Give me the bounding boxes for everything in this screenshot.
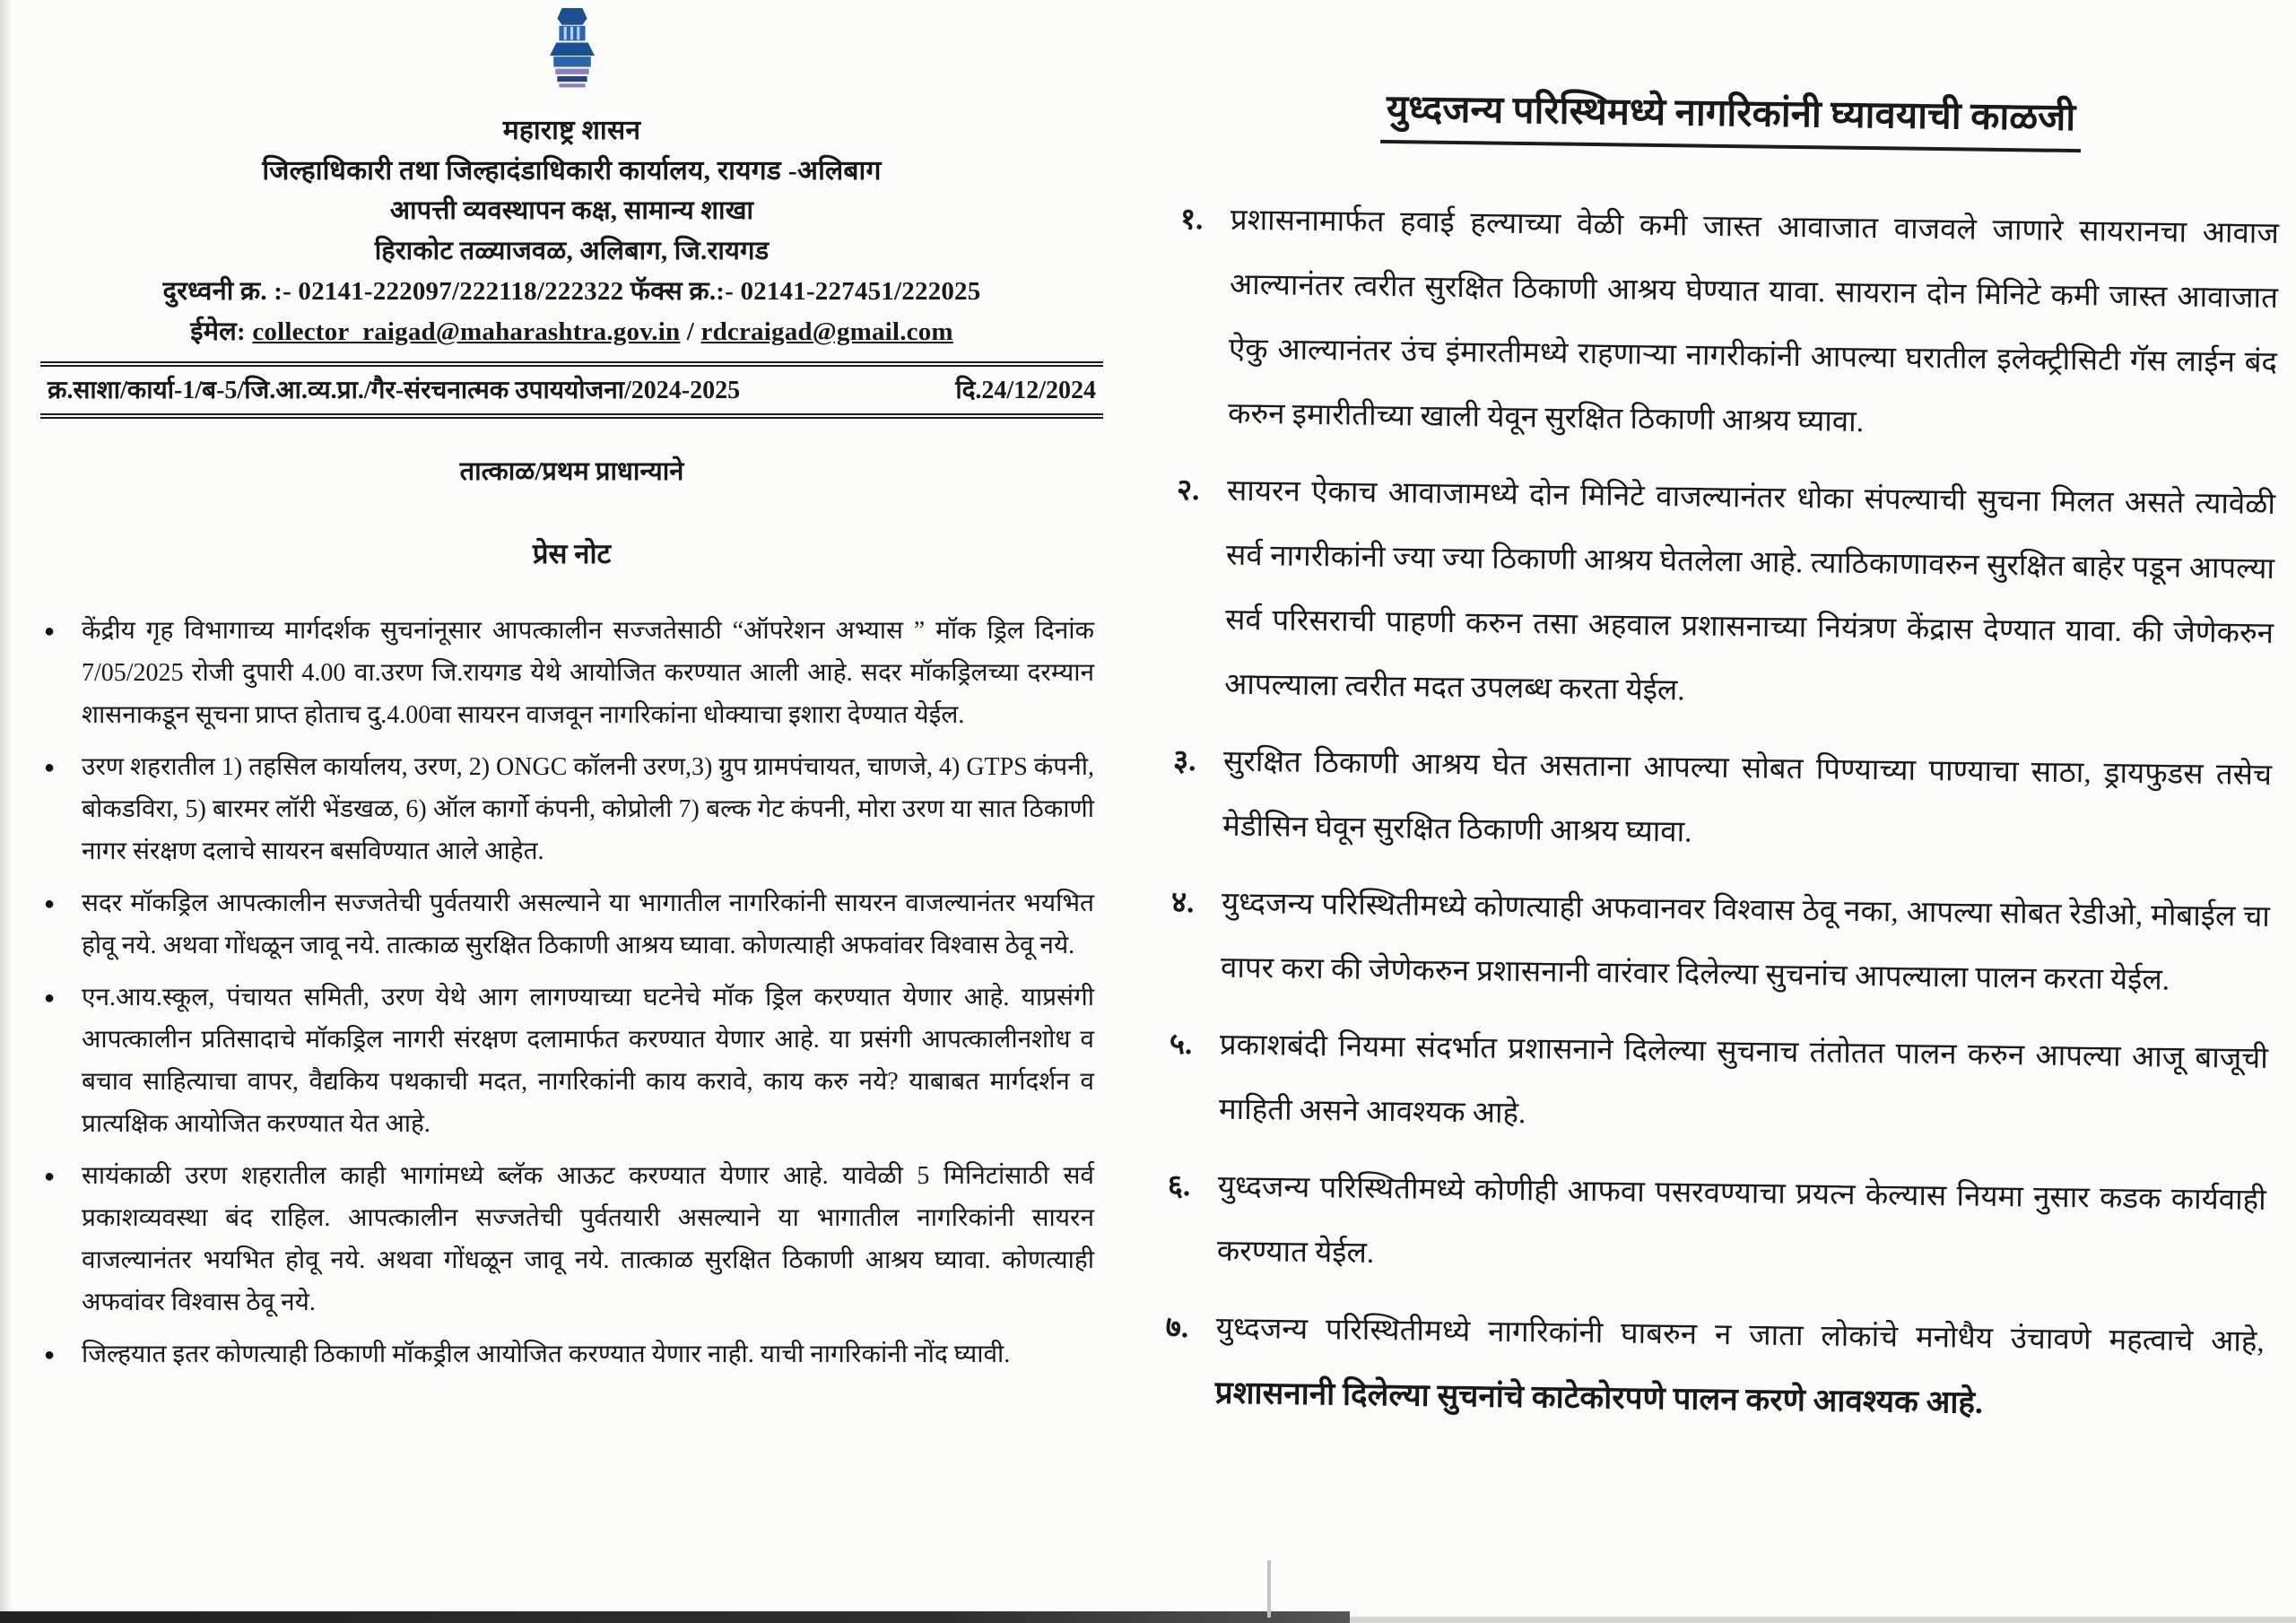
bullet-item: ● एन.आय.स्कूल, पंचायत समिती, उरण येथे आग लागण्याच्या घटनेचे मॉक ड्रिल करण्यात येणार आहे. याप्रसंगी आपत्कालीन प्रतिसादाचे मॉकड्रिल नागरी संरक्षण दलामार्फत करण्यात येणार आहे. या प्रसंगी आपत्कालीनशोध व बचाव साहित्याचा वापर, वैद्यकिय पथकाची मदत, नागरिकांनी काय करावे, काय करु नये? याबाबत मार्गदर्शन व प्रात्यक्षिक आयोजित करण्यात येत आहे. (82, 976, 1094, 1145)
reference-row (40, 361, 1103, 419)
priority-marking: तात्काळ/प्रथम प्राधान्याने (459, 457, 684, 486)
scan-bottom-light-bar (1350, 1617, 2296, 1623)
scan-bottom-dark-bar (0, 1611, 1350, 1623)
maharashtra-government-emblem-icon (40, 7, 1103, 105)
bullet-item: ● उरण शहरातील 1) तहसिल कार्यालय, उरण, 2) ONGC कॉलनी उरण,3) ग्रुप ग्रामपंचायत, चाणजे, 4) GTPS कंपनी, बोकडविरा, 5) बारमर लॉरी भेंडखळ, 6) ऑल कार्गो कंपनी, कोप्रोली 7) बल्क गेट कंपनी, मोरा उरण या सात ठिकाणी नागर संरक्षण दलाचे सायरन बसविण्यात आले आहेत. (82, 746, 1094, 872)
instruction-item (1166, 1154, 2266, 1298)
reference-number: क्र.साशा/कार्या-1/ब-5/जि.आ.व्य.प्रा./गैर-संरचनात्मक उपाययोजना/2024-2025 (48, 377, 741, 404)
page-title: प्रेस नोट (532, 538, 612, 569)
item-text: प्रशासनामार्फत हवाई हल्याच्या वेळी कमी जास्त आवाजात वाजवले जाणारे सायरानचा आवाज आल्यानंतर त्वरीत सुरक्षित ठिकाणी आश्रय घेण्यात यावा. सायरान दोन मिनिटे कमी जास्त आवाजात ऐकु आल्यानंतर उंच इंमारतीमध्ये राहणाऱ्या नागरीकांनी आपल्या घरातील इलेक्ट्रीसिटी गॅस लाईन बंद करुन इमारीतीच्या खाली येवून सुरक्षित ठिकाणी आश्रय घ्यावा. (1227, 204, 2280, 438)
department-name: आपत्ती व्यवस्थापन कक्ष, सामान्य शाखा (389, 196, 754, 225)
office-name: जिल्हाधिकारी तथा जिल्हादंडाधिकारी कार्यालय, रायगड -अलिबाग (262, 156, 882, 186)
scan-left-edge-shadow (0, 0, 13, 1623)
bullet-item: ● सायंकाळी उरण शहरातील काही भागांमध्ये ब्लॅक आऊट करण्यात येणार आहे. यावेळी 5 मिनिटांसाठी सर्व प्रकाशव्यवस्था बंद राहिल. आपत्कालीन सज्जतेची पुर्वतयारी असल्याने या भागातील नागरिकांनी सायरन वाजल्यानंतर भयभित होवू नये. अथवा गोंधळून जावू नये. तात्काळ सुरक्षित ठिकाणी आश्रय घ्यावा. कोणत्याही अफवांवर विश्वास ठेवू नये. (82, 1155, 1094, 1324)
press-note-page (40, 7, 1103, 1385)
ashoka-emblem-icon (544, 7, 601, 100)
item-number: ५. (1169, 1028, 1193, 1062)
bullet-item: ● सदर मॉकड्रिल आपत्कालीन सज्जतेची पुर्वतयारी असल्याने या भागातील नागरिकांनी सायरन वाजल्यानंतर भयभित होवू नये. अथवा गोंधळून जावू नये. तात्काळ सुरक्षित ठिकाणी आश्रय घ्यावा. कोणत्याही अफवांवर विश्वास ठेवू नये. (82, 882, 1094, 967)
government-name: महाराष्ट्र शासन (502, 116, 641, 145)
citizen-care-instructions-page (1164, 79, 2281, 1453)
item-number: १. (1179, 203, 1204, 237)
instruction-item (1168, 1012, 2268, 1156)
item-text: प्रकाशबंदी नियमा संदर्भात प्रशासनाने दिलेल्या सुचनाच तंतोतत पालन करुन आपल्या आजू बाजूची माहिती असने आवश्यक आहे. (1218, 1028, 2269, 1131)
instruction-item (1178, 187, 2280, 460)
letter-date: दि.24/12/2024 (955, 377, 1096, 404)
instruction-item (1174, 458, 2276, 731)
email-line (40, 312, 1103, 352)
email-address-collector: collector_raigad@maharashtra.gov.in (252, 317, 681, 346)
item-text: युध्दजन्य परिस्थितीमध्ये कोणत्याही अफवानवर विश्वास ठेवू नका, आपल्या सोबत रेडीओ, मोबाईल चा वापर करा की जेणेकरुन प्रशासनानी वारंवार दिलेल्या सुचनांच आपल्याला पालन करता येईल. (1220, 887, 2271, 997)
bullet-item: ● केंद्रीय गृह विभागाच्य मार्गदर्शक सुचनांनूसार आपत्कालीन सज्जतेसाठी “ऑपरेशन अभ्यास ” मॉक ड्रिल दिनांक 7/05/2025 रोजी दुपारी 4.00 वा.उरण जि.रायगड येथे आयोजित करण्यात आली आहे. सदर मॉकड्रिलच्या दरम्यान शासनाकडून सूचना प्राप्त होताच दु.4.00वा सायरन वाजवून नागरिकांना धोक्याचा इशारा देण्यात येईल. (82, 610, 1094, 736)
item-text: सायरन ऐकाच आवाजामध्ये दोन मिनिटे वाजल्यानंतर धोका संपल्याची सुचना मिलत असते त्यावेळी सर्व नागरीकांनी ज्या ज्या ठिकाणी आश्रय घेतलेला आहे. त्याठिकाणावरुन सुरक्षित बाहेर पडून आपल्या सर्व परिसराची पाहणी करुन तसा अहवाल प्रशासनाच्या नियंत्रण केंद्रास देण्यात यावा. की जेणेकरुन आपल्याला त्वरीत मदत उपलब्ध करता येईल. (1223, 474, 2276, 707)
instructions-title-wrap (1181, 79, 2281, 155)
instruction-item (1164, 1296, 2265, 1440)
item-number: ३. (1172, 744, 1196, 778)
instructions-list (1164, 187, 2279, 1440)
press-note-bullet-list (40, 610, 1103, 1376)
office-address: हिराकोट तळ्याजवळ, अलिबाग, जि.रायगड (374, 237, 770, 265)
item-text: युध्दजन्य परिस्थितीमध्ये नागरिकांनी घाबरुन न जाता लोकांचे मनोधैय उंचावणे महत्वाचे आहे, (1215, 1312, 2265, 1358)
instruction-item (1170, 871, 2271, 1014)
item-number: ४. (1170, 886, 1195, 920)
instructions-title: युध्दजन्य परिस्थिमध्ये नागरिकांनी घ्यावयाची काळजी (1380, 82, 2081, 152)
item-number: ६. (1167, 1169, 1191, 1203)
item-text: युध्दजन्य परिस्थितीमध्ये कोणीही आफवा पसरवण्याचा प्रयत्न केल्यास नियमा नुसार कडक कार्यवाही करण्यात येईल. (1216, 1170, 2266, 1270)
item-number: ७. (1165, 1311, 1189, 1345)
scan-vertical-line-artifact (1267, 1560, 1271, 1618)
item-number: २. (1176, 473, 1200, 508)
phone-fax-line: दुरध्वनी क्र. :- 02141-222097/222118/222322 फॅक्स क्र.:- 02141-227451/222025 (162, 277, 981, 306)
item-text: सुरक्षित ठिकाणी आश्रय घेत असताना आपल्या सोबत पिण्याच्या पाण्याचा साठा, ड्रायफुडस तसेच मेडीसिन घेवून सुरक्षित ठिकाणी आश्रय घ्यावा. (1222, 745, 2273, 849)
instruction-item (1172, 729, 2273, 872)
item-text-with-bold (1214, 1297, 2265, 1440)
item-text-bold: प्रशासनानी दिलेल्या सुचनांचे काटेकोरपणे पालन करणे आवश्यक आहे. (1214, 1375, 1984, 1420)
email-address-rdc: rdcraigad@gmail.com (700, 317, 953, 346)
bullet-item: ● जिल्हयात इतर कोणत्याही ठिकाणी मॉकड्रील आयोजित करण्यात येणार नाही. याची नागरिकांनी नोंद घ्यावी. (82, 1333, 1094, 1376)
email-separator: / (686, 317, 695, 346)
email-label: ईमेल: (190, 317, 246, 346)
